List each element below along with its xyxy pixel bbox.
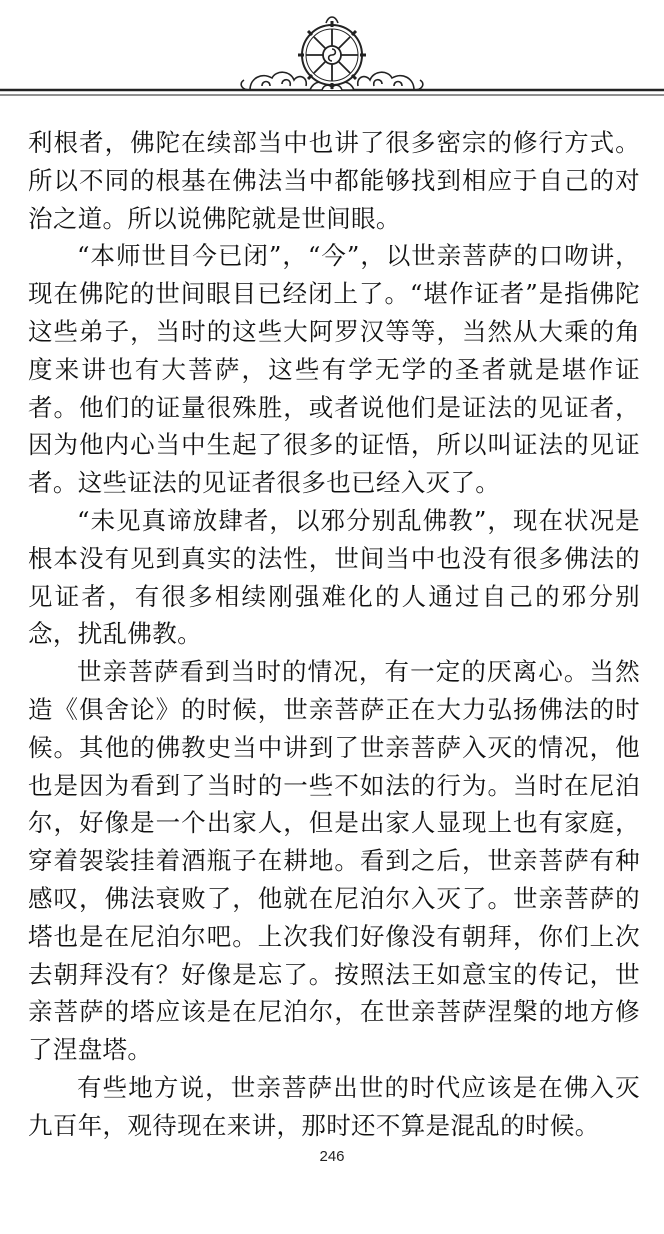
paragraph: 有些地方说，世亲菩萨出世的时代应该是在佛入灭九百年，观待现在来讲，那时还不算是混乱的时候。 <box>28 1072 640 1140</box>
page-header <box>0 0 664 110</box>
paragraph: “本师世目今已闭”，“今”，以世亲菩萨的口吻讲，现在佛陀的世间眼目已经闭上了。“堪作证者”是指佛陀这些弟子，当时的这些大阿罗汉等等，当然从大乘的角度来讲也有大菩萨，这些有学无学的圣者就是堪作证者。他们的证量很殊胜，或者说他们是证法的见证者，因为他内心当中生起了很多的证悟，所以叫证法的见证者。这些证法的见证者很多也已经入灭了。 <box>28 241 640 498</box>
paragraph: “未见真谛放肆者，以邪分别乱佛教”，现在状况是根本没有见到真实的法性，世间当中也没有很多佛法的见证者，有很多相续刚强难化的人通过自己的邪分别念，扰乱佛教。 <box>28 505 640 649</box>
left-cloud-icon <box>241 72 306 90</box>
right-cloud-icon <box>358 72 423 90</box>
header-ornament <box>0 0 664 110</box>
dharma-wheel-icon <box>298 17 366 89</box>
main-text <box>28 124 640 1145</box>
paragraph: 世亲菩萨看到当时的情况，有一定的厌离心。当然造《俱舍论》的时候，世亲菩萨正在大力弘扬佛法的时候。其他的佛教史当中讲到了世亲菩萨入灭的情况，他也是因为看到了当时的一些不如法的行为。当时在尼泊尔，好像是一个出家人，但是出家人显现上也有家庭，穿着袈裟挂着酒瓶子在耕地。看到之后，世亲菩萨有种感叹，佛法衰败了，他就在尼泊尔入灭了。世亲菩萨的塔也是在尼泊尔吧。上次我们好像没有朝拜，你们上次去朝拜没有？好像是忘了。按照法王如意宝的传记，世亲菩萨的塔应该是在尼泊尔，在世亲菩萨涅槃的地方修了涅盘塔。 <box>28 657 640 1065</box>
page-number: 246 <box>319 1148 345 1165</box>
paragraph: 利根者，佛陀在续部当中也讲了很多密宗的修行方式。所以不同的根基在佛法当中都能够找到相应于自己的对治之道。所以说佛陀就是世间眼。 <box>28 128 640 233</box>
